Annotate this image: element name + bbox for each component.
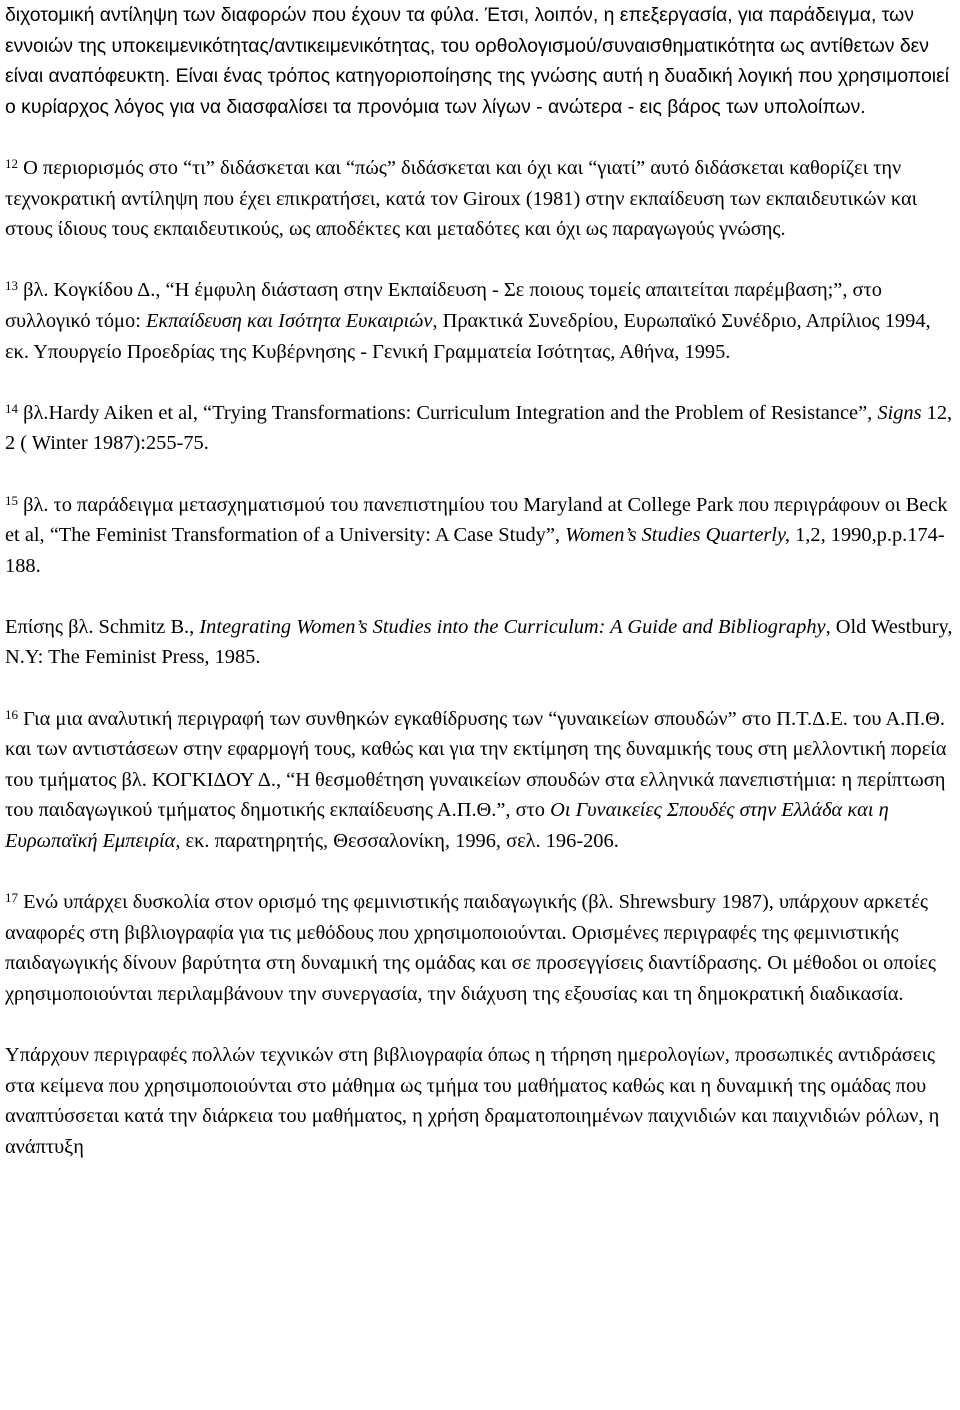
footnote-16: $^{16}$ Για μια αναλυτική περιγραφή των συνθηκών εγκαθίδρυσης των “γυναικείων σπουδών” στο Π.Τ.Δ.Ε. του Α.Π.Θ. και των αντιστάσεων στην εφαρμογή τους, καθώς και για την εκτίμηση της δυναμικής τους στη μελλοντική πορεία του τμήματος βλ. ΚΟΓΚΙΔΟΥ Δ., “Η θεσμοθέτηση γυναικείων σπουδών στα ελληνικά πανεπιστήμια: η περίπτωση του παιδαγωγικού τμήματος δημοτικής εκπαίδευσης Α.Π.Θ.”, στο Οι Γυναικείες Σπουδές στην Ελλάδα και η Ευρωπαϊκή Εμπειρία, εκ. παρατηρητής, Θεσσαλονίκη, 1996, σελ. 196-206. [5,706,947,853]
footnote-17: $^{17}$ Ενώ υπάρχει δυσκολία στον ορισμό της φεμινιστικής παιδαγωγικής (βλ. Shrewsbury 1987), υπάρχουν αρκετές αναφορές στη βιβλιογραφία για τις μεθόδους που χρησιμοποιούνται. Ορισμένες περιγραφές της φεμινιστικής παιδαγωγικής δίνουν βαρύτητα στη δυναμική της ομάδας και σε προσεγγίσεις διαντίδρασης. Οι μέθοδοι οι οποίες χρησιμοποιούνται περιλαμβάνουν την συνεργασία, την διάχυση της εξουσίας και τη δημοκρατική διαδικασία. [5,890,936,1005]
book-title: Εκπαίδευση και Ισότητα Ευκαιριών [145,309,433,332]
journal-title: Signs [877,401,922,424]
footnote-number: 14 [5,400,18,416]
journal-title: Women’s Studies Quarterly, [565,524,790,547]
footnote-13: $^{13}$ βλ. Κογκίδου Δ., “Η έμφυλη διάσταση στην Εκπαίδευση - Σε ποιους τομείς απαιτείται παρέμβαση;”, στο συλλογικό τόμο: Εκπαίδευση και Ισότητα Ευκαιριών, Πρακτικά Συνεδρίου, Ευρωπαϊκό Συνέδριο, Απρίλιος 1994, εκ. Υπουργείο Προεδρίας της Κυβέρνησης - Γενική Γραμματεία Ισότητας, Αθήνα, 1995. [5,278,931,363]
paragraph-bottom: Υπάρχουν περιγραφές πολλών τεχνικών στη βιβλιογραφία όπως η τήρηση ημερολογίων, προσωπικές αντιδράσεις στα κείμενα που χρησιμοποιούνται στο μάθημα ως τμήμα του μαθήματος καθώς και η δυναμική της ομάδας που αναπτύσσεται κατά την διάρκεια του μαθήματος, η χρήση δραματοποιημένων παιχνιδιών και παιχνιδιών ρόλων, η ανάπτυξη [5,1044,940,1158]
footnote-12: $^{12}$ Ο περιορισμός στο “τι” διδάσκεται και “πώς” διδάσκεται και όχι και “γιατί” αυτό διδάσκεται καθορίζει την τεχνοκρατική αντίληψη που έχει επικρατήσει, κατά τον Giroux (1981) στην εκπαίδευση των εκπαιδευτικών και στους ίδιους τους εκπαιδευτικούς, ως αποδέκτες και μεταδότες και όχι ως παραγωγούς γνώσης. [5,155,918,241]
footnote-15: $^{15}$ βλ. το παράδειγμα μετασχηματισμού του πανεπιστημίου του Maryland at College Park που περιγράφουν οι Beck et al, “The Feminist Transformation of a University: A Case Study”, Women’s Studies Quarterly, 1,2, 1990,p.p.174-188. [5,492,948,577]
footnote-number: 12 [5,155,18,171]
footnote-number: 13 [5,278,18,294]
footnote-number: 17 [5,890,18,906]
footnote-15-also: Επίσης βλ. Schmitz B., Integrating Women’s Studies into the Curriculum: A Guide and Bibliography, Old Westbury, N.Y: The Feminist Press, 1985. [5,615,953,669]
footnote-14: $^{14}$ βλ.Hardy Aiken et al, “Trying Transformations: Curriculum Integration and the Problem of Resistance”, Signs 12, 2 ( Winter 1987):255-75. [5,400,953,455]
footnote-number: 16 [5,706,18,722]
book-title: Integrating Women’s Studies into the Curriculum: A Guide and Bibliography [199,615,826,638]
book-title: Οι Γυναικείες Σπουδές στην Ελλάδα και η Ευρωπαϊκή Εμπειρία, [5,799,889,853]
paragraph-top: διχοτομική αντίληψη των διαφορών που έχουν τα φύλα. Έτσι, λοιπόν, η επεξεργασία, για παράδειγμα, των εννοιών της υποκειμενικότητας/αντικειμενικότητας, του ορθολογισμού/συναισθηματικότητα ως αντίθετων δεν είναι αναπόφευκτη. Είναι ένας τρόπος κατηγοριοποίησης της γνώσης αυτή η δυαδική λογική που χρησιμοποιεί ο κυρίαρχος λόγος για να διασφαλίσει τα προνόμια των λίγων - ανώτερα - εις βάρος των υπολοίπων. [5,4,950,118]
footnote-number: 15 [5,492,18,508]
